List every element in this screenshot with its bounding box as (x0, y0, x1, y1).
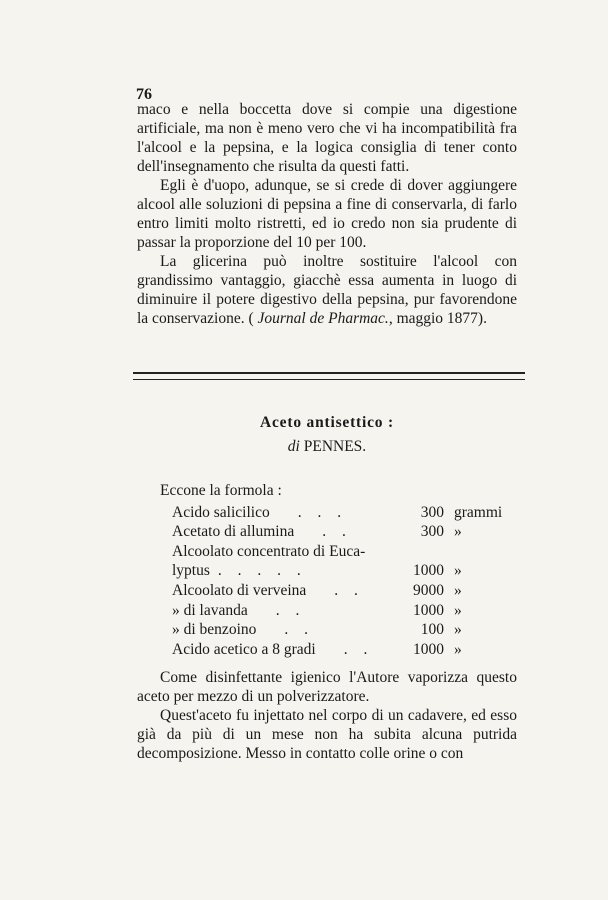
ingredient-unit (444, 541, 514, 561)
paragraph-glycerin (137, 252, 517, 328)
formula-row (172, 580, 514, 600)
leader-dots: . . . (297, 503, 348, 521)
formula-intro: Eccone la formola : (160, 482, 282, 499)
section-divider (133, 372, 525, 380)
citation-rest: , maggio 1877). (388, 310, 487, 327)
formula-row (172, 561, 514, 581)
ingredient-quantity: 1000 (413, 562, 444, 580)
citation-open: ( (248, 310, 258, 327)
ingredient-label: Alcoolato concentrato di Euca- (172, 542, 366, 560)
ingredient-name (172, 639, 410, 659)
ingredient-quantity: 9000 (413, 581, 444, 599)
page-number: 76 (136, 86, 152, 103)
ingredient-unit: » (454, 581, 462, 599)
ingredient-label: » di lavanda (172, 601, 248, 619)
formula-row (172, 620, 514, 640)
formula-table (172, 502, 514, 659)
leader-dots: . . (343, 640, 374, 658)
section-subtitle (137, 438, 517, 456)
paragraph-alcohol-advice: Egli è d'uopo, adunque, se si crede di dover aggiungere alcool alle soluzioni di pepsina a fine di conservarla, di farlo entro limiti molto ristretti, ed io credo non sia prudente di passar la proporzione del 10 per 100. (137, 177, 517, 251)
formula-row (172, 541, 514, 561)
formula-row (172, 522, 514, 542)
ingredient-unit: » (454, 601, 462, 619)
formula-row (172, 639, 514, 659)
ingredient-label: » di benzoino (172, 621, 257, 639)
paragraph-continuation: maco e nella boccetta dove si compie una digestione artificiale, ma non è meno vero che vi ha incompatibilità fra l'alcool e la pepsina, e la logica consiglia di tener conto dell'insegnamento che risulta da questi fatti. (137, 101, 517, 175)
ingredient-quantity (410, 541, 444, 561)
glycerin-text: La glicerina può inoltre sostituire l'alcool con grandissimo vantaggio, giacchè essa aumenta in luogo di diminuire il potere digestivo della pepsina, pur favorendone la conservazione. (137, 253, 517, 327)
subtitle-author: PENNES. (303, 438, 367, 455)
leader-dots: . . . . . (217, 562, 307, 580)
leader-dots: . . (284, 621, 314, 639)
formula-row (172, 502, 514, 522)
ingredient-label: Acido salicilico (172, 503, 270, 521)
ingredient-unit: » (454, 523, 462, 541)
section-title: Aceto antisettico : (260, 414, 394, 431)
ingredient-quantity: 100 (420, 621, 444, 639)
ingredient-label: lyptus (172, 562, 210, 580)
ingredient-name (172, 580, 410, 600)
leader-dots: . . (322, 523, 352, 541)
ingredient-name (172, 561, 410, 581)
ingredient-name (172, 600, 410, 620)
top-text-block (137, 100, 517, 328)
ingredient-unit: » (454, 621, 462, 639)
ingredient-label: Acetato di allumina (172, 523, 295, 541)
bottom-text-block (137, 668, 517, 763)
ingredient-label: Alcoolato di verveina (172, 581, 307, 599)
ingredient-name (172, 502, 410, 522)
ingredient-label: Acido acetico a 8 gradi (172, 640, 316, 658)
leader-dots: . . (334, 581, 364, 599)
ingredient-unit: » (454, 562, 462, 580)
leader-dots: . . (275, 601, 306, 619)
ingredient-name (172, 541, 410, 561)
ingredient-quantity: 1000 (413, 601, 444, 619)
citation-journal: Journal de Pharmac. (257, 310, 389, 327)
paragraph-injection: Quest'aceto fu injettato nel corpo di un cadavere, ed esso già da più di un mese non ha subita alcuna putrida decomposizione. Messo in contatto colle orine o con (137, 707, 517, 762)
ingredient-unit: » (454, 640, 462, 658)
ingredient-unit: grammi (454, 503, 503, 521)
ingredient-quantity: 1000 (413, 640, 444, 658)
formula-row (172, 600, 514, 620)
subtitle-prefix: di (287, 438, 300, 455)
ingredient-name (172, 522, 410, 542)
paragraph-disinfectant: Come disinfettante igienico l'Autore vaporizza questo aceto per mezzo di un polverizzatore. (137, 669, 517, 705)
ingredient-name (172, 620, 410, 640)
ingredient-quantity: 300 (420, 503, 444, 521)
ingredient-quantity: 300 (420, 523, 444, 541)
